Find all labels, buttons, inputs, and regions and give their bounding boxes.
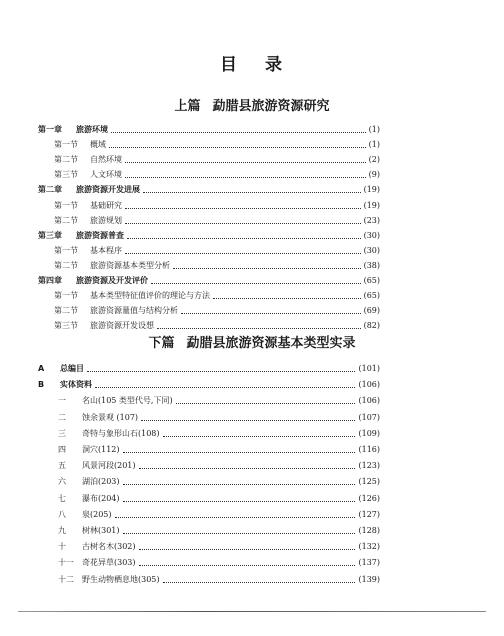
section-label (38, 411, 138, 425)
dot-leader (95, 386, 355, 388)
dot-leader (123, 483, 356, 485)
entry-title: 实体资料 (60, 380, 92, 390)
page-number: (125) (358, 477, 380, 487)
entry-number: 三 (58, 428, 66, 438)
dot-leader (111, 131, 366, 133)
part2-title: 勐腊县旅游资源基本类型实录 (186, 336, 356, 351)
entry-title: 洞穴(112) (82, 445, 120, 454)
toc-entry (38, 274, 380, 288)
entry-title: 旅游资源开发设想 (90, 321, 154, 331)
toc-entry (38, 573, 380, 587)
toc-entry (38, 394, 380, 408)
entry-number: 第三章 (38, 230, 62, 240)
entry-number: 第二节 (54, 155, 78, 165)
toc-entry (38, 244, 380, 258)
section-label (38, 573, 160, 587)
entry-title: 旅游资源量值与结构分析 (90, 306, 178, 316)
entry-number: 十一 (58, 558, 74, 568)
section-label (38, 138, 106, 152)
entry-number: 第二章 (38, 185, 62, 195)
page-number: (30) (363, 230, 380, 240)
entry-title: 旅游资源基本类型分析 (90, 260, 170, 270)
part1-label: 上篇 (174, 99, 201, 114)
entry-title: 古树名木(302) (82, 542, 136, 552)
entry-number: 第一节 (54, 291, 78, 301)
entry-title: 旅游资源开发进展 (76, 185, 140, 195)
entry-number: 七 (58, 493, 66, 503)
entry-title: 野生动物栖息地(305) (82, 574, 160, 584)
page-number: (65) (363, 291, 380, 301)
entry-title: 旅游资源及开发评价 (76, 276, 148, 285)
page-number: (132) (358, 542, 380, 552)
section-label (38, 475, 120, 489)
toc-entry (38, 138, 380, 152)
chapter-label (38, 123, 108, 137)
section-label (38, 459, 136, 473)
entry-number: 十二 (58, 574, 74, 584)
entry-number: 第二节 (54, 260, 78, 270)
section-label (38, 289, 210, 303)
entry-number: 五 (58, 461, 66, 471)
dot-leader (139, 564, 356, 566)
toc-entry (38, 153, 380, 167)
entry-number: A (38, 364, 45, 373)
entry-number: 第三节 (54, 170, 78, 180)
entry-number: 第一章 (38, 125, 62, 134)
section-label (38, 153, 122, 167)
section-label (38, 524, 120, 538)
footer-rule (18, 611, 486, 612)
section-label (38, 214, 122, 228)
toc-entry (38, 259, 380, 273)
dot-leader (157, 327, 361, 329)
toc-entry (38, 362, 380, 376)
dot-leader (163, 435, 356, 437)
toc-entry (38, 427, 380, 441)
entry-number: 第一节 (54, 140, 78, 150)
entry-number: 九 (58, 526, 66, 535)
dot-leader (127, 237, 361, 239)
entry-title: 基础研究 (90, 200, 122, 210)
dot-leader (125, 207, 361, 209)
chapter-label (38, 362, 84, 376)
dot-leader (125, 252, 361, 254)
page-number: (139) (358, 574, 380, 584)
page-number: (1) (368, 140, 380, 150)
dot-leader (139, 548, 356, 550)
entry-title: 人文环境 (90, 170, 122, 180)
entry-title: 泉(205) (82, 509, 112, 519)
toc-entry (38, 540, 380, 554)
entry-number: 八 (58, 509, 66, 519)
chapter-label (38, 229, 124, 243)
page-number: (107) (358, 412, 380, 422)
section-label (38, 443, 120, 457)
entry-number: 第一节 (54, 245, 78, 255)
toc-entry (38, 556, 380, 570)
toc-entry (38, 183, 380, 197)
dot-leader (125, 222, 361, 224)
section-label (38, 259, 170, 273)
entry-number: 第二节 (54, 306, 78, 316)
entry-title: 自然环境 (90, 155, 122, 165)
toc-entry (38, 459, 380, 473)
page-number: (82) (363, 321, 380, 331)
page-number: (9) (368, 170, 380, 180)
dot-leader (143, 191, 361, 193)
page-number: (109) (358, 428, 380, 438)
toc-entry (38, 411, 380, 425)
toc-entry (38, 289, 380, 303)
section-label (38, 540, 136, 554)
dot-leader (123, 451, 356, 453)
toc-entry (38, 304, 380, 318)
entry-title: 蚀余景观 (107) (82, 412, 139, 422)
toc-entry (38, 168, 380, 182)
page-number: (65) (363, 276, 380, 285)
dot-leader (173, 267, 361, 269)
entry-title: 概域 (90, 140, 106, 150)
entry-title: 湖泊(203) (82, 477, 120, 487)
section-label (38, 427, 160, 441)
dot-leader (87, 370, 355, 372)
entry-title: 名山(105 类型代号,下同) (82, 396, 173, 406)
entry-number: B (38, 380, 45, 390)
page-number: (128) (358, 526, 380, 535)
part2-label: 下篇 (148, 336, 175, 351)
page-number: (137) (358, 558, 380, 568)
entry-title: 风景河段(201) (82, 461, 136, 471)
dot-leader (176, 402, 356, 404)
entry-title: 旅游资源普查 (76, 230, 124, 240)
entry-number: 六 (58, 477, 66, 487)
title-right-char: 录 (265, 55, 284, 75)
toc-entry (38, 443, 380, 457)
entry-number: 四 (58, 445, 66, 454)
dot-leader (151, 282, 361, 284)
chapter-label (38, 274, 148, 288)
dot-leader (139, 467, 356, 469)
dot-leader (141, 419, 355, 421)
part2-heading (0, 332, 504, 351)
chapter-label (38, 183, 140, 197)
section-label (38, 304, 178, 318)
dot-leader (181, 312, 361, 314)
dot-leader (109, 146, 366, 148)
section-label (38, 508, 112, 522)
dot-leader (123, 532, 356, 534)
toc-entry (38, 475, 380, 489)
entry-title: 奇特与象形山石(108) (82, 428, 160, 438)
toc-entry (38, 123, 380, 137)
entry-number: 第四章 (38, 276, 62, 285)
toc-entry (38, 508, 380, 522)
entry-number: 十 (58, 542, 66, 552)
entry-number: 第一节 (54, 200, 78, 210)
entry-number: 第二节 (54, 215, 78, 225)
section-label (38, 199, 122, 213)
entry-number: 一 (58, 396, 66, 406)
dot-leader (163, 581, 356, 583)
toc-entry (38, 199, 380, 213)
page-number: (126) (358, 493, 380, 503)
section-label (38, 168, 122, 182)
page-number: (106) (358, 396, 380, 406)
page-number: (30) (363, 245, 380, 255)
title-left-char: 目 (220, 55, 239, 75)
chapter-label (38, 378, 92, 392)
page-number: (23) (363, 215, 380, 225)
section-label (38, 556, 136, 570)
dot-leader (115, 516, 356, 518)
page-number: (38) (363, 260, 380, 270)
entry-title: 总编目 (60, 364, 84, 373)
dot-leader (213, 297, 361, 299)
entry-title: 旅游环境 (76, 125, 108, 134)
entry-title: 基本类型特征值评价的理论与方法 (90, 291, 210, 301)
page-number: (101) (358, 364, 380, 373)
dot-leader (125, 176, 366, 178)
page-number: (19) (363, 200, 380, 210)
section-label (38, 492, 120, 506)
page-number: (127) (358, 509, 380, 519)
page-number: (116) (358, 445, 380, 454)
page-number: (106) (358, 380, 380, 390)
dot-leader (123, 500, 356, 502)
toc-entry (38, 524, 380, 538)
part1-title: 勐腊县旅游资源研究 (212, 99, 330, 114)
toc-entry (38, 378, 380, 392)
entry-title: 基本程序 (90, 245, 122, 255)
entry-number: 第三节 (54, 321, 78, 331)
toc-entry (38, 229, 380, 243)
page-number: (69) (363, 306, 380, 316)
dot-leader (125, 161, 366, 163)
entry-number: 二 (58, 412, 66, 422)
entry-title: 树林(301) (82, 526, 120, 535)
entry-title: 奇花异草(303) (82, 558, 136, 568)
entry-title: 瀑布(204) (82, 493, 120, 503)
section-label (38, 394, 173, 408)
page-number: (19) (363, 185, 380, 195)
toc-entry (38, 214, 380, 228)
toc-entry (38, 492, 380, 506)
page-title (0, 50, 504, 75)
part1-heading (0, 95, 504, 114)
section-label (38, 244, 122, 258)
page-number: (123) (358, 461, 380, 471)
page-number: (1) (368, 125, 380, 134)
page-number: (2) (368, 155, 380, 165)
entry-title: 旅游规划 (90, 215, 122, 225)
